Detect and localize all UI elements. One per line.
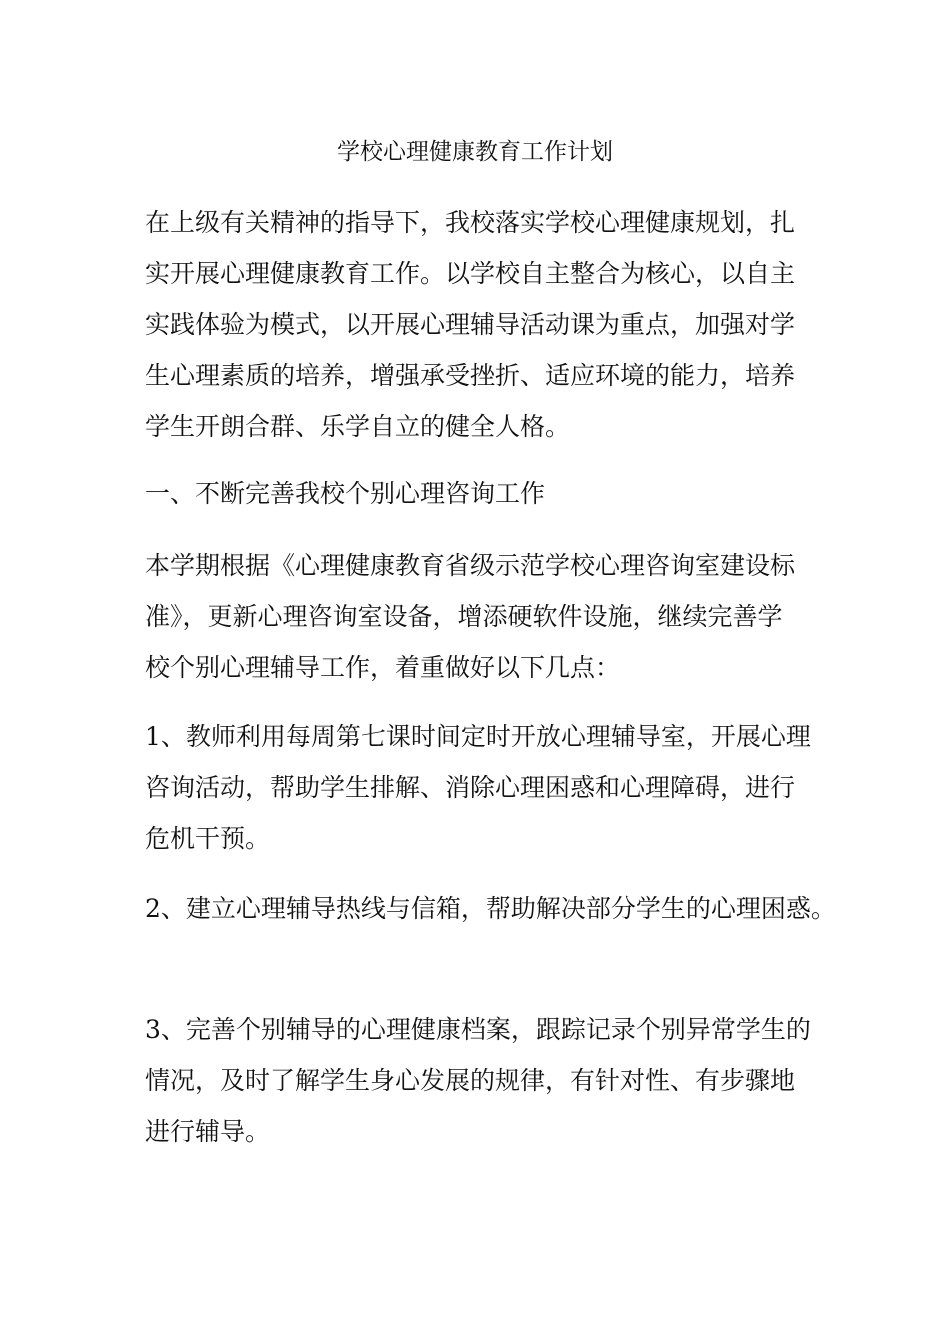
- section1-line: 校个别心理辅导工作，着重做好以下几点：: [145, 653, 621, 682]
- section1-heading-text: 一、不断完善我校个别心理咨询工作: [145, 479, 546, 508]
- intro-line: 生心理素质的培养，增强承受挫折、适应环境的能力，培养: [145, 361, 796, 390]
- item3-line: 进行辅导。: [145, 1117, 271, 1146]
- intro-line: 实开展心理健康教育工作。以学校自主整合为核心，以自主: [145, 259, 796, 288]
- intro-line: 实践体验为模式，以开展心理辅导活动课为重点，加强对学: [145, 310, 796, 339]
- intro-line: 学生开朗合群、乐学自立的健全人格。: [145, 412, 571, 441]
- item3-line: 3、完善个别辅导的心理健康档案，跟踪记录个别异常学生的: [145, 1015, 811, 1044]
- section1-heading: [145, 468, 825, 519]
- section1-line: 准》，更新心理咨询室设备，增添硬软件设施，继续完善学: [145, 602, 783, 631]
- document-title: 学校心理健康教育工作计划: [337, 139, 613, 165]
- item1-paragraph: [145, 711, 825, 864]
- item1-line: 危机干预。: [145, 824, 271, 853]
- item1-line: 咨询活动，帮助学生排解、消除心理困惑和心理障碍，进行: [145, 773, 796, 802]
- section1-line: 本学期根据《心理健康教育省级示范学校心理咨询室建设标: [145, 551, 796, 580]
- item2-paragraph: [145, 883, 836, 934]
- intro-line: 在上级有关精神的指导下，我校落实学校心理健康规划，扎: [145, 208, 796, 237]
- intro-paragraph: [145, 197, 825, 452]
- item1-line: 1、教师利用每周第七课时间定时开放心理辅导室，开展心理: [145, 722, 811, 751]
- item3-paragraph: [145, 1004, 825, 1157]
- section1-paragraph: [145, 540, 825, 693]
- item3-line: 情况，及时了解学生身心发展的规律，有针对性、有步骤地: [145, 1066, 796, 1095]
- item2-line: 2、建立心理辅导热线与信箱，帮助解决部分学生的心理困惑。: [145, 894, 836, 923]
